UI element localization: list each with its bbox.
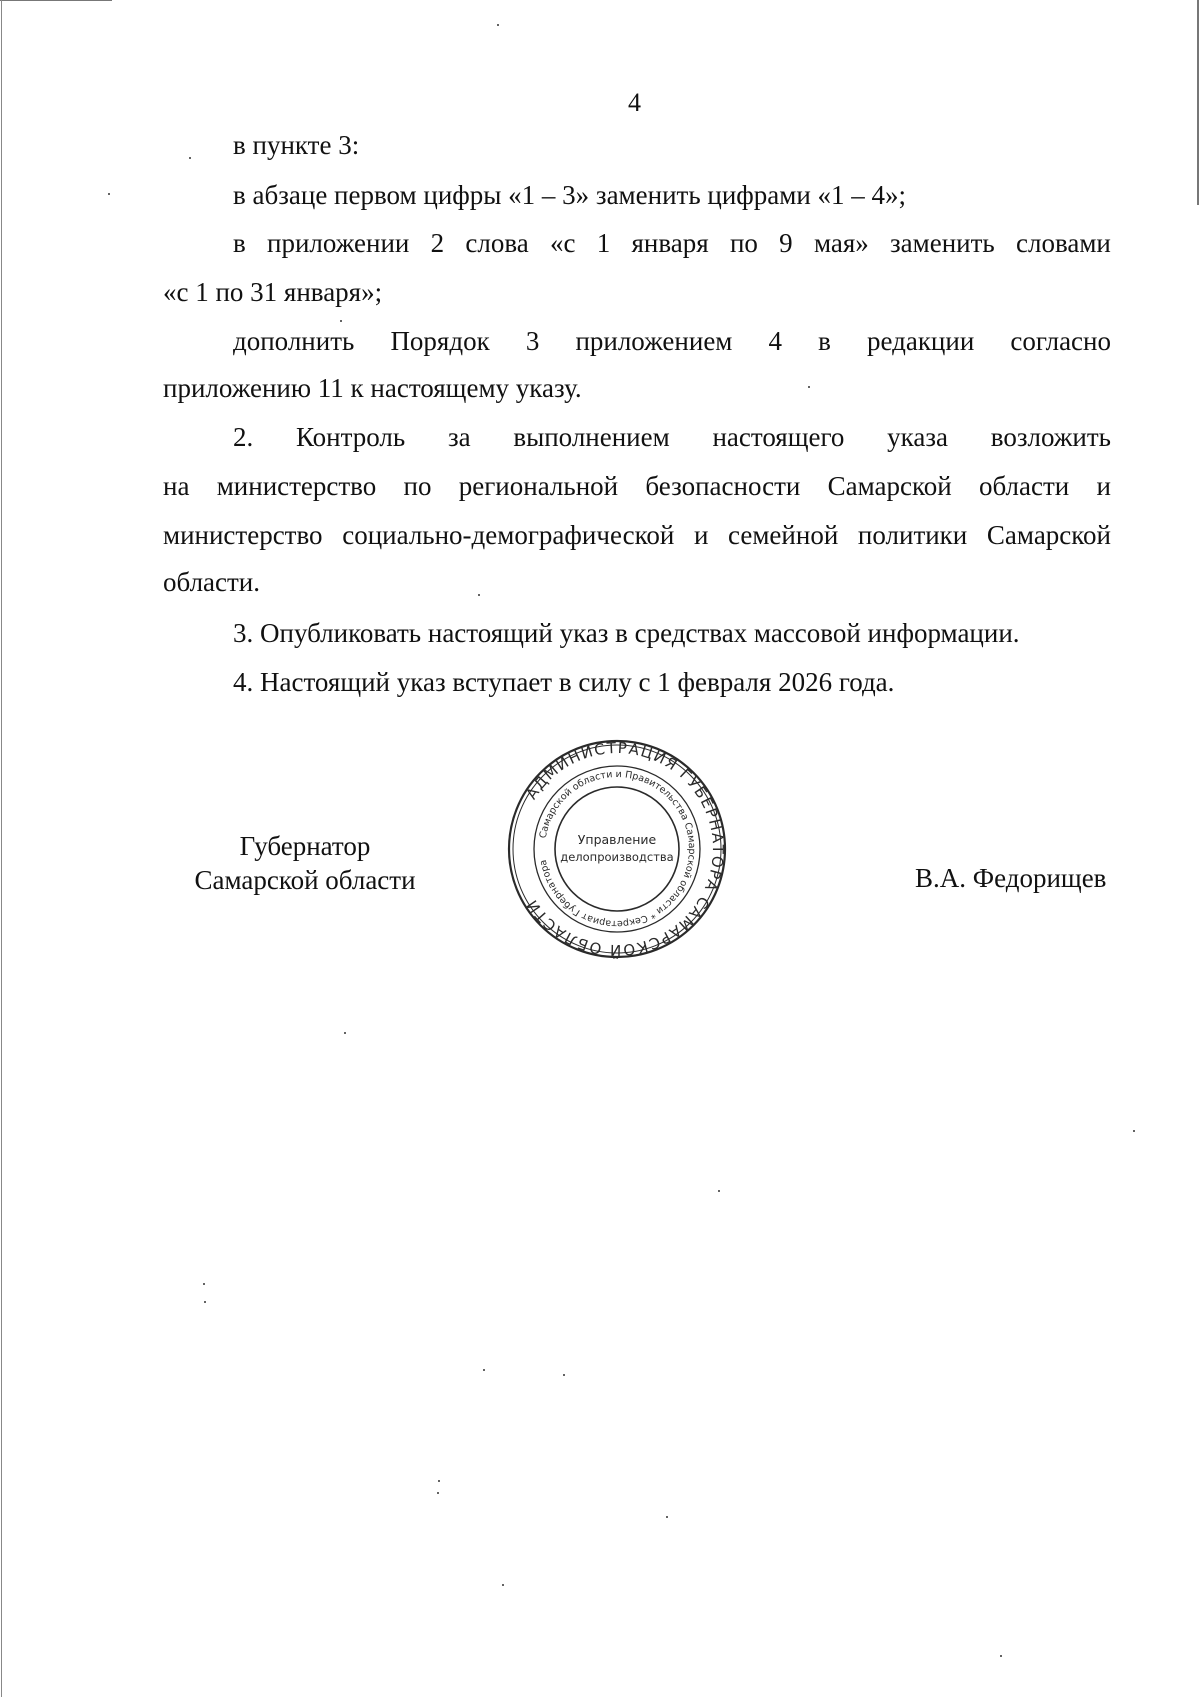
word: словами — [1016, 228, 1111, 258]
word: региональной — [458, 471, 619, 501]
stamp-inner-ring-text: Самарской области и Правительства Самарской области * Секретариат Губернатора — [537, 768, 698, 930]
scan-speck — [563, 1374, 565, 1376]
word: по — [729, 228, 758, 258]
signatory-title-line: Самарской области — [194, 865, 416, 895]
word: 2 — [430, 228, 445, 258]
word: редакции — [866, 326, 975, 356]
paragraph-line: «с 1 по 31 января»; — [163, 277, 383, 307]
word: 4 — [768, 326, 782, 356]
word: 3 — [525, 326, 540, 356]
word: за — [447, 422, 471, 452]
stamp-middle-border — [534, 766, 700, 932]
paragraph-line: приложению 11 к настоящему указу. — [163, 373, 582, 403]
stamp-outer-ring-text: АДМИНИСТРАЦИЯ ГУБЕРНАТОРА САМАРСКОЙ ОБЛАСТИ — [522, 738, 728, 960]
signatory-title — [180, 829, 430, 897]
paragraph-line-justified — [233, 421, 1111, 453]
word: 1 — [596, 228, 611, 258]
signatory-title-line: Губернатор — [239, 831, 371, 861]
paragraph-line: в абзаце первом цифры «1 – 3» заменить цифрами «1 – 4»; — [233, 180, 907, 210]
scan-speck — [1133, 1130, 1135, 1132]
paragraph-line-justified — [163, 519, 1111, 551]
word: мая» — [813, 228, 869, 258]
scan-speck — [437, 1492, 439, 1494]
word: 9 — [779, 228, 793, 258]
scan-speck — [189, 157, 191, 159]
paragraph-line-justified — [233, 227, 1111, 259]
scan-speck — [483, 1369, 485, 1371]
signatory-name: В.А. Федорищев — [915, 863, 1107, 893]
word: Контроль — [296, 422, 406, 452]
word: Самарской — [827, 471, 952, 501]
paragraph-line: 4. Настоящий указ вступает в силу с 1 февраля 2026 года. — [233, 667, 895, 697]
word: социально-демографической — [342, 520, 675, 550]
word: возложить — [990, 422, 1111, 452]
word: дополнить — [233, 326, 355, 356]
official-seal-stamp — [505, 737, 729, 961]
word: по — [403, 471, 432, 501]
scan-speck — [808, 386, 810, 388]
scan-speck — [344, 1032, 346, 1034]
word: в — [233, 228, 246, 258]
scan-speck — [438, 1480, 440, 1482]
paragraph-line: в пункте 3: — [233, 130, 360, 160]
word: указа — [887, 422, 948, 452]
word: в — [818, 326, 831, 356]
word: безопасности — [645, 471, 801, 501]
word: «с — [550, 228, 576, 258]
scan-edge-top — [0, 0, 112, 1]
stamp-center-text: делопроизводства — [560, 850, 674, 864]
paragraph-line: области. — [163, 567, 261, 597]
word: семейной — [728, 520, 839, 550]
stamp-center-text: Управление — [577, 832, 657, 847]
stamp-inner-border — [555, 787, 679, 911]
scan-speck — [478, 594, 480, 596]
scan-speck — [666, 1516, 668, 1518]
word: политики — [857, 520, 968, 550]
word: заменить — [890, 228, 995, 258]
scan-speck — [203, 1283, 205, 1285]
word: министерство — [163, 520, 323, 550]
word: настоящего — [712, 422, 845, 452]
page-number: 4 — [628, 88, 641, 117]
word: и — [693, 520, 709, 550]
scan-speck — [718, 1190, 720, 1192]
word: на — [163, 471, 190, 501]
scan-speck — [1000, 1655, 1002, 1657]
word: области — [978, 471, 1070, 501]
paragraph-line-justified — [163, 470, 1111, 502]
word: приложением — [575, 326, 733, 356]
scan-edge-right — [1197, 0, 1199, 205]
word: Порядок — [390, 326, 490, 356]
word: согласно — [1010, 326, 1111, 356]
word: Самарской — [986, 520, 1111, 550]
word: 2. — [233, 422, 254, 452]
word: слова — [465, 228, 529, 258]
scan-speck — [204, 1301, 206, 1303]
word: выполнением — [513, 422, 670, 452]
word: приложении — [267, 228, 410, 258]
paragraph-line-justified — [233, 325, 1111, 357]
scan-speck — [340, 320, 342, 322]
word: и — [1096, 471, 1111, 501]
scan-speck — [108, 193, 110, 195]
scan-edge-left — [1, 0, 2, 1697]
word: января — [631, 228, 709, 258]
scan-speck — [497, 24, 499, 26]
scan-speck — [502, 1584, 504, 1586]
word: министерство — [216, 471, 377, 501]
paragraph-line: 3. Опубликовать настоящий указ в средствах массовой информации. — [233, 618, 1020, 648]
